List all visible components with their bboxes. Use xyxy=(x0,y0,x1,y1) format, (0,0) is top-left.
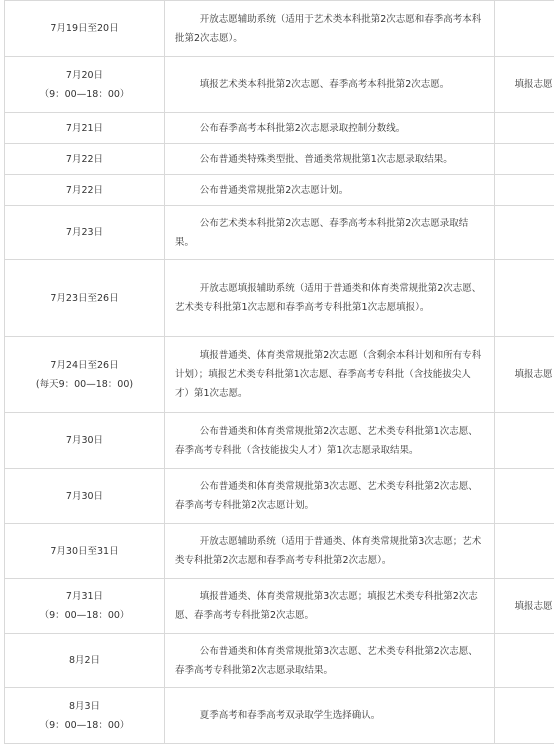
date-cell xyxy=(5,579,165,634)
admission-schedule-table xyxy=(4,0,554,744)
table-row xyxy=(5,113,554,144)
content-text: 公布春季高考本科批第2次志愿录取控制分数线。 xyxy=(175,119,484,138)
action-cell xyxy=(495,260,554,337)
date-cell xyxy=(5,413,165,469)
action-cell xyxy=(495,579,554,634)
date-text: 8月2日 xyxy=(5,651,164,670)
table-row xyxy=(5,337,554,413)
table-row xyxy=(5,524,554,579)
date-text: 7月23日至26日 xyxy=(5,289,164,308)
date-cell xyxy=(5,469,165,524)
date-cell xyxy=(5,688,165,744)
content-text: 公布艺术类本科批第2次志愿、春季高考本科批第2次志愿录取结果。 xyxy=(175,214,484,252)
table-row xyxy=(5,579,554,634)
date-cell xyxy=(5,524,165,579)
table-row xyxy=(5,144,554,175)
date-text: 7月21日 xyxy=(5,119,164,138)
date-cell xyxy=(5,175,165,206)
content-cell xyxy=(165,206,495,260)
date-text: 7月31日 xyxy=(5,587,164,606)
action-cell xyxy=(495,113,554,144)
content-text: 开放志愿辅助系统（适用于艺术类本科批第2次志愿和春季高考本科批第2次志愿）。 xyxy=(175,10,484,48)
content-text: 公布普通类和体育类常规批第3次志愿、艺术类专科批第2次志愿、春季高考专科批第2次志愿计划。 xyxy=(175,477,484,515)
content-text: 公布普通类和体育类常规批第3次志愿、艺术类专科批第2次志愿、春季高考专科批第2次志愿录取结果。 xyxy=(175,642,484,680)
date-cell xyxy=(5,634,165,688)
action-label: 填报志愿 xyxy=(514,79,552,90)
action-cell xyxy=(495,144,554,175)
date-text: 7月23日 xyxy=(5,223,164,242)
content-text: 公布普通类特殊类型批、普通类常规批第1次志愿录取结果。 xyxy=(175,150,484,169)
table-row xyxy=(5,175,554,206)
time-text: （9：00—18：00） xyxy=(5,606,164,625)
time-text: (每天9：00—18：00) xyxy=(5,375,164,394)
date-cell xyxy=(5,57,165,113)
date-cell xyxy=(5,113,165,144)
table-row xyxy=(5,260,554,337)
date-text: 7月30日 xyxy=(5,431,164,450)
content-cell xyxy=(165,144,495,175)
content-cell xyxy=(165,337,495,413)
date-text: 8月3日 xyxy=(5,697,164,716)
content-cell xyxy=(165,113,495,144)
content-cell xyxy=(165,579,495,634)
time-text: （9：00—18：00） xyxy=(5,716,164,735)
date-cell xyxy=(5,337,165,413)
content-cell xyxy=(165,1,495,57)
date-text: 7月30日至31日 xyxy=(5,542,164,561)
date-text: 7月19日至20日 xyxy=(5,19,164,38)
content-text: 填报普通类、体育类常规批第2次志愿（含剩余本科计划和所有专科计划）；填报艺术类专科批第1次志愿、春季高考专科批（含技能拔尖人才）第1次志愿。 xyxy=(175,346,484,403)
content-text: 开放志愿辅助系统（适用于普通类、体育类常规批第3次志愿；艺术类专科批第2次志愿和春季高考专科批第2次志愿）。 xyxy=(175,532,484,570)
table-row xyxy=(5,57,554,113)
table-row xyxy=(5,1,554,57)
date-text: 7月22日 xyxy=(5,150,164,169)
content-text: 填报艺术类本科批第2次志愿、春季高考本科批第2次志愿。 xyxy=(175,75,484,94)
content-text: 公布普通类和体育类常规批第2次志愿、艺术类专科批第1次志愿、春季高考专科批（含技能拔尖人才）第1次志愿录取结果。 xyxy=(175,422,484,460)
table-row xyxy=(5,469,554,524)
action-cell xyxy=(495,57,554,113)
table-row xyxy=(5,413,554,469)
table-row xyxy=(5,688,554,744)
date-cell xyxy=(5,260,165,337)
content-cell xyxy=(165,260,495,337)
content-cell xyxy=(165,175,495,206)
action-cell xyxy=(495,634,554,688)
date-text: 7月22日 xyxy=(5,181,164,200)
action-cell xyxy=(495,688,554,744)
action-cell xyxy=(495,337,554,413)
content-cell xyxy=(165,57,495,113)
content-text: 开放志愿填报辅助系统（适用于普通类和体育类常规批第2次志愿、艺术类专科批第1次志愿和春季高考专科批第1次志愿填报）。 xyxy=(175,279,484,317)
content-text: 填报普通类、体育类常规批第3次志愿；填报艺术类专科批第2次志愿、春季高考专科批第2次志愿。 xyxy=(175,587,484,625)
action-cell xyxy=(495,469,554,524)
date-text: 7月20日 xyxy=(5,66,164,85)
time-text: （9：00—18：00） xyxy=(5,85,164,104)
date-cell xyxy=(5,206,165,260)
date-text: 7月24日至26日 xyxy=(5,356,164,375)
table-row xyxy=(5,634,554,688)
table-row xyxy=(5,206,554,260)
action-label: 填报志愿 xyxy=(514,601,552,612)
action-cell xyxy=(495,524,554,579)
date-cell xyxy=(5,144,165,175)
content-cell xyxy=(165,469,495,524)
action-cell xyxy=(495,1,554,57)
date-text: 7月30日 xyxy=(5,487,164,506)
content-cell xyxy=(165,413,495,469)
action-cell xyxy=(495,413,554,469)
action-label: 填报志愿 xyxy=(514,369,552,380)
action-cell xyxy=(495,206,554,260)
content-text: 公布普通类常规批第2次志愿计划。 xyxy=(175,181,484,200)
content-cell xyxy=(165,524,495,579)
action-cell xyxy=(495,175,554,206)
content-cell xyxy=(165,688,495,744)
content-cell xyxy=(165,634,495,688)
date-cell xyxy=(5,1,165,57)
content-text: 夏季高考和春季高考双录取学生选择确认。 xyxy=(175,706,484,725)
